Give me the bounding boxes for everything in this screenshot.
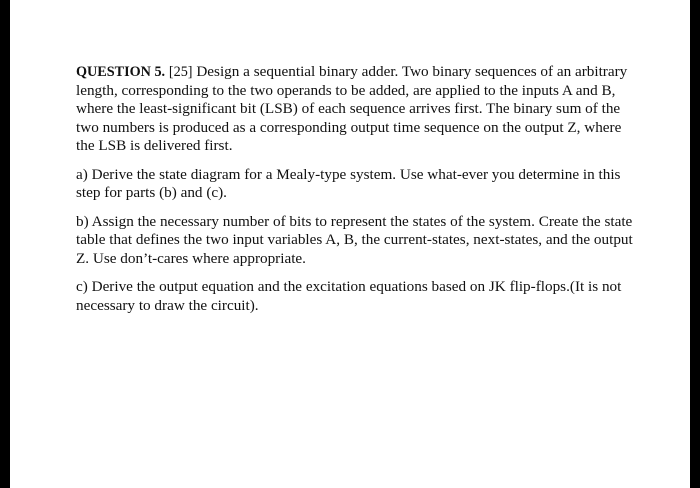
question-label: QUESTION 5. xyxy=(76,64,166,80)
part-b: b) Assign the necessary number of bits to represent the states of the system. Create the state table that defines the two input variables A, B, the current-states, next-states, and the output Z. Use don’t-cares where appropriate. xyxy=(76,212,633,267)
question-text: Design a sequential binary adder. Two binary sequences of an arbitrary length, corresponding to the two operands to be added, are applied to the inputs A and B, where the least-significant bit (LSB) of each sequence arrives first. The binary sum of the two numbers is produced as a corresponding output time sequence on the output Z, where the LSB is delivered first. xyxy=(76,63,628,154)
part-c: c) Derive the output equation and the excitation equations based on JK flip-flops.(It is not necessary to draw the circuit). xyxy=(76,278,622,314)
question-content xyxy=(76,63,636,315)
document-page xyxy=(10,0,690,488)
question-points: [25] xyxy=(168,64,193,80)
part-a: a) Derive the state diagram for a Mealy-type system. Use what-ever you determine in this step for parts (b) and (c). xyxy=(76,165,621,201)
question-intro xyxy=(76,63,636,156)
